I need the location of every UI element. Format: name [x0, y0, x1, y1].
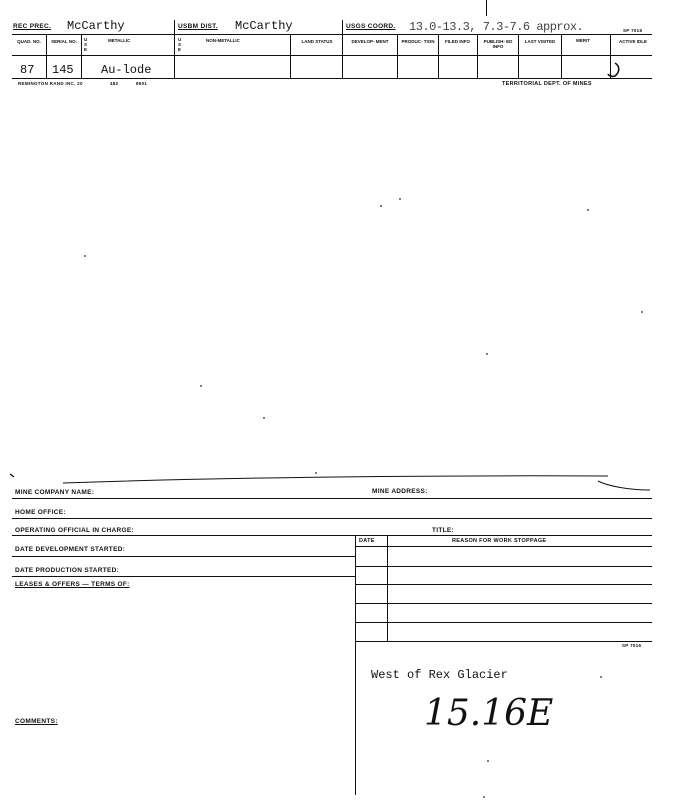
mine-company-label: MINE COMPANY NAME: — [15, 489, 95, 496]
reason-column-label: REASON FOR WORK STOPPAGE — [452, 538, 547, 544]
card-edge — [8, 470, 658, 496]
title-label: TITLE: — [432, 527, 455, 534]
col-quad-no: QUAD. NO. — [17, 39, 41, 44]
date-production-label: DATE PRODUCTION STARTED: — [15, 567, 120, 574]
usbm-dist-label: USBM DIST. — [178, 23, 218, 30]
date-column-label: DATE — [359, 538, 375, 544]
usgs-coord-value: 13.0-13.3, 7.3-7.6 approx. — [409, 20, 584, 34]
col-land-status: LAND STATUS — [301, 39, 333, 44]
comments-label: COMMENTS: — [15, 718, 58, 725]
operating-official-label: OPERATING OFFICIAL IN CHARGE: — [15, 527, 134, 534]
col-published-info: PUBLISH- ED INFO — [483, 39, 513, 49]
col-non-metallic: NON-METALLIC — [206, 38, 240, 43]
rec-prec-value: McCarthy — [67, 19, 125, 33]
printer-label: REMINGTON RAND INC. 20 — [18, 81, 83, 86]
usbm-dist-value: McCarthy — [235, 19, 293, 33]
leases-label: LEASES & OFFERS — TERMS OF: — [15, 581, 130, 588]
col-merit: MERIT — [576, 38, 590, 43]
home-office-label: HOME OFFICE: — [15, 509, 66, 516]
col-metallic: METALLIC — [108, 38, 131, 43]
active-idle-mark — [606, 60, 624, 80]
typed-note: West of Rex Glacier — [371, 668, 508, 682]
printer-code-b: 8501 — [136, 81, 148, 86]
col-use-left: U S E — [84, 37, 88, 52]
mine-address-label: MINE ADDRESS: — [372, 488, 428, 495]
col-last-visited: LAST VISITED — [524, 39, 556, 44]
col-production: PRODUC- TION — [401, 39, 435, 44]
usgs-coord-label: USGS COORD. — [346, 23, 396, 30]
col-filed-info: FILED INFO — [445, 39, 470, 44]
row-quad: 87 — [20, 63, 35, 77]
row-serial: 145 — [52, 63, 74, 77]
col-active-idle: ACTIVE IDLE — [618, 39, 647, 44]
rec-prec-label: REC PREC. — [13, 23, 52, 30]
crop-mark — [486, 0, 487, 16]
col-use-right: U S E — [178, 37, 182, 52]
col-development: DEVELOP- MENT — [351, 39, 389, 44]
department-label: TERRITORIAL DEPT. OF MINES — [502, 81, 592, 87]
handwritten-note: 15.16E — [424, 693, 554, 734]
date-development-label: DATE DEVELOPMENT STARTED: — [15, 546, 126, 553]
bottom-form-code: SP 7016 — [622, 643, 642, 648]
row-metallic: Au-lode — [101, 63, 152, 77]
form-code: SP 7016 — [623, 28, 643, 33]
col-serial-no: SERIAL NO. — [51, 39, 77, 44]
printer-code-a: 482 — [110, 81, 119, 86]
